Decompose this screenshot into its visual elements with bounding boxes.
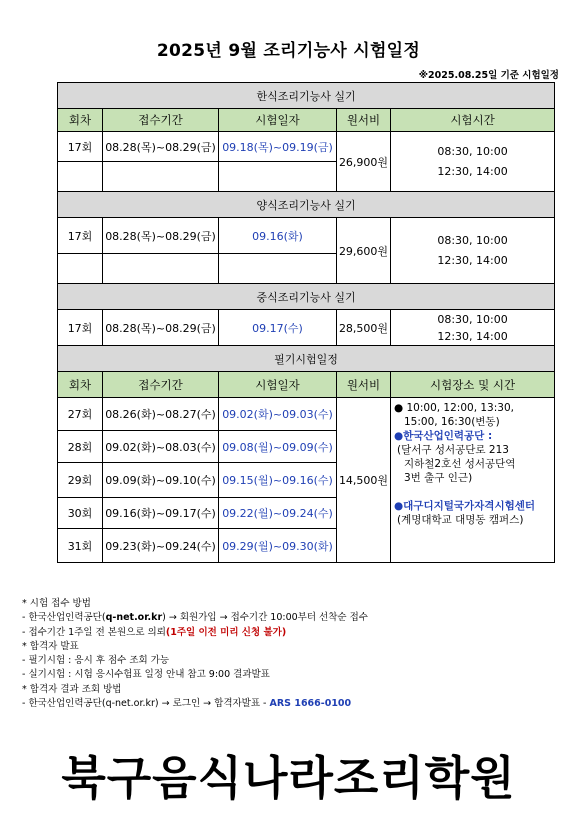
section-korean-header	[58, 83, 555, 109]
hrd-address-line: 3번 출구 인근)	[404, 472, 473, 484]
exam-date-cell: 09.15(월)~09.16(수)	[219, 463, 337, 498]
written-times-line: ● 10:00, 12:00, 13:30,	[394, 402, 514, 414]
note-warning: (1주일 이전 미리 신청 불가)	[165, 626, 287, 638]
basis-date-note: ※2025.08.25일 기준 시험일정	[418, 70, 559, 81]
fee-cell: 29,600원	[337, 218, 391, 284]
place-time-cell	[391, 398, 555, 563]
col-header-fee: 원서비	[337, 109, 391, 132]
note-heading-lookup: * 합격자 결과 조회 방법	[22, 683, 122, 695]
section-chinese-header	[58, 284, 555, 310]
section-western-header	[58, 192, 555, 218]
note-heading-results: * 합격자 발표	[22, 640, 79, 652]
exam-time-line: 12:30, 14:00	[437, 164, 508, 178]
round-cell: 28회	[58, 431, 103, 463]
exam-date-cell: 09.16(화)	[219, 218, 337, 254]
table-row	[58, 398, 555, 431]
reception-cell: 09.09(화)~09.10(수)	[103, 463, 219, 498]
col-header-exam-time: 시험시간	[391, 109, 555, 132]
exam-time-line: 12:30, 14:00	[437, 329, 508, 343]
column-header-row	[58, 372, 555, 398]
reception-cell: 09.02(화)~08.03(수)	[103, 431, 219, 463]
exam-time-line: 08:30, 10:00	[437, 312, 508, 326]
qnet-link-text: q-net.or.kr	[105, 612, 163, 624]
round-cell: 29회	[58, 463, 103, 498]
exam-date-cell: 09.02(화)~09.03(수)	[219, 398, 337, 431]
note-line: - 필기시험 : 응시 후 점수 조회 가능	[22, 655, 170, 667]
academy-name: 북구음식나라조리학원	[61, 751, 516, 805]
round-cell: 17회	[58, 132, 103, 162]
exam-time-line: 08:30, 10:00	[437, 144, 508, 158]
round-cell: 17회	[58, 218, 103, 254]
written-times-line: 15:00, 16:30(변동)	[404, 416, 500, 428]
note-line: - 접수기간 1주일 전 본원으로 의뢰(1주일 이전 미리 신청 불가)	[22, 626, 287, 638]
round-cell: 30회	[58, 498, 103, 529]
note-line: - 실기시험 : 시험 응시수험표 일정 안내 참고 9:00 결과발표	[22, 669, 270, 681]
col-header-exam-date: 시험일자	[219, 372, 337, 398]
table-row	[58, 132, 555, 162]
col-header-round: 회차	[58, 372, 103, 398]
section-title-western: 양식조리기능사 실기	[58, 192, 555, 218]
col-header-reception: 접수기간	[103, 109, 219, 132]
section-title-written: 필기시험일정	[58, 346, 555, 372]
page-title: 2025년 9월 조리기능사 시험일정	[156, 41, 421, 61]
section-title-chinese: 중식조리기능사 실기	[58, 284, 555, 310]
reception-cell: 09.16(화)~09.17(수)	[103, 498, 219, 529]
hrd-address-line: 지하철2호선 성서공단역	[404, 458, 516, 470]
fee-cell: 26,900원	[337, 132, 391, 192]
col-header-exam-date: 시험일자	[219, 109, 337, 132]
round-cell: 31회	[58, 529, 103, 563]
round-cell: 27회	[58, 398, 103, 431]
table-row	[58, 218, 555, 254]
fee-cell: 28,500원	[337, 310, 391, 346]
exam-date-cell: 09.08(월)~09.09(수)	[219, 431, 337, 463]
col-header-round: 회차	[58, 109, 103, 132]
exam-time-cell	[391, 310, 555, 346]
reception-cell: 08.28(목)~08.29(금)	[103, 218, 219, 254]
schedule-table	[57, 82, 555, 563]
exam-date-cell: 09.22(월)~09.24(수)	[219, 498, 337, 529]
reception-cell: 09.23(화)~09.24(수)	[103, 529, 219, 563]
exam-time-line: 12:30, 14:00	[437, 253, 508, 267]
column-header-row	[58, 109, 555, 132]
note-heading-application: * 시험 접수 방법	[22, 598, 91, 609]
reception-cell: 08.28(목)~08.29(금)	[103, 132, 219, 162]
section-title-korean: 한식조리기능사 실기	[58, 83, 555, 109]
exam-time-cell	[391, 218, 555, 284]
notes-section	[22, 597, 368, 711]
fee-cell: 14,500원	[337, 398, 391, 563]
daegu-address-line: (계명대학교 대명동 캠퍼스)	[397, 514, 524, 526]
hrd-center-title: ●한국산업인력공단 :	[394, 430, 493, 442]
exam-date-cell: 09.17(수)	[219, 310, 337, 346]
col-header-fee: 원서비	[337, 372, 391, 398]
reception-cell: 08.26(화)~08.27(수)	[103, 398, 219, 431]
note-line: - 한국산업인력공단(q-net.or.kr) → 회원가입 → 접수기간 10:00부터 선착순 접수	[22, 612, 368, 624]
col-header-reception: 접수기간	[103, 372, 219, 398]
exam-time-line: 08:30, 10:00	[437, 233, 508, 247]
exam-time-cell	[391, 132, 555, 192]
table-row	[58, 310, 555, 346]
exam-date-cell: 09.29(월)~09.30(화)	[219, 529, 337, 563]
hrd-address-line: (달서구 성서공단로 213	[397, 444, 509, 456]
reception-cell: 08.28(목)~08.29(금)	[103, 310, 219, 346]
note-line: - 한국산업인력공단(q-net.or.kr) → 로그인 → 합격자발표 - ARS 1666-0100	[22, 698, 352, 710]
section-written-header	[58, 346, 555, 372]
daegu-center-title: ●대구디지털국가자격시험센터	[394, 500, 536, 512]
round-cell: 17회	[58, 310, 103, 346]
exam-date-cell: 09.18(목)~09.19(금)	[219, 132, 337, 162]
ars-number: ARS 1666-0100	[269, 698, 352, 710]
col-header-place-time: 시험장소 및 시간	[391, 372, 555, 398]
